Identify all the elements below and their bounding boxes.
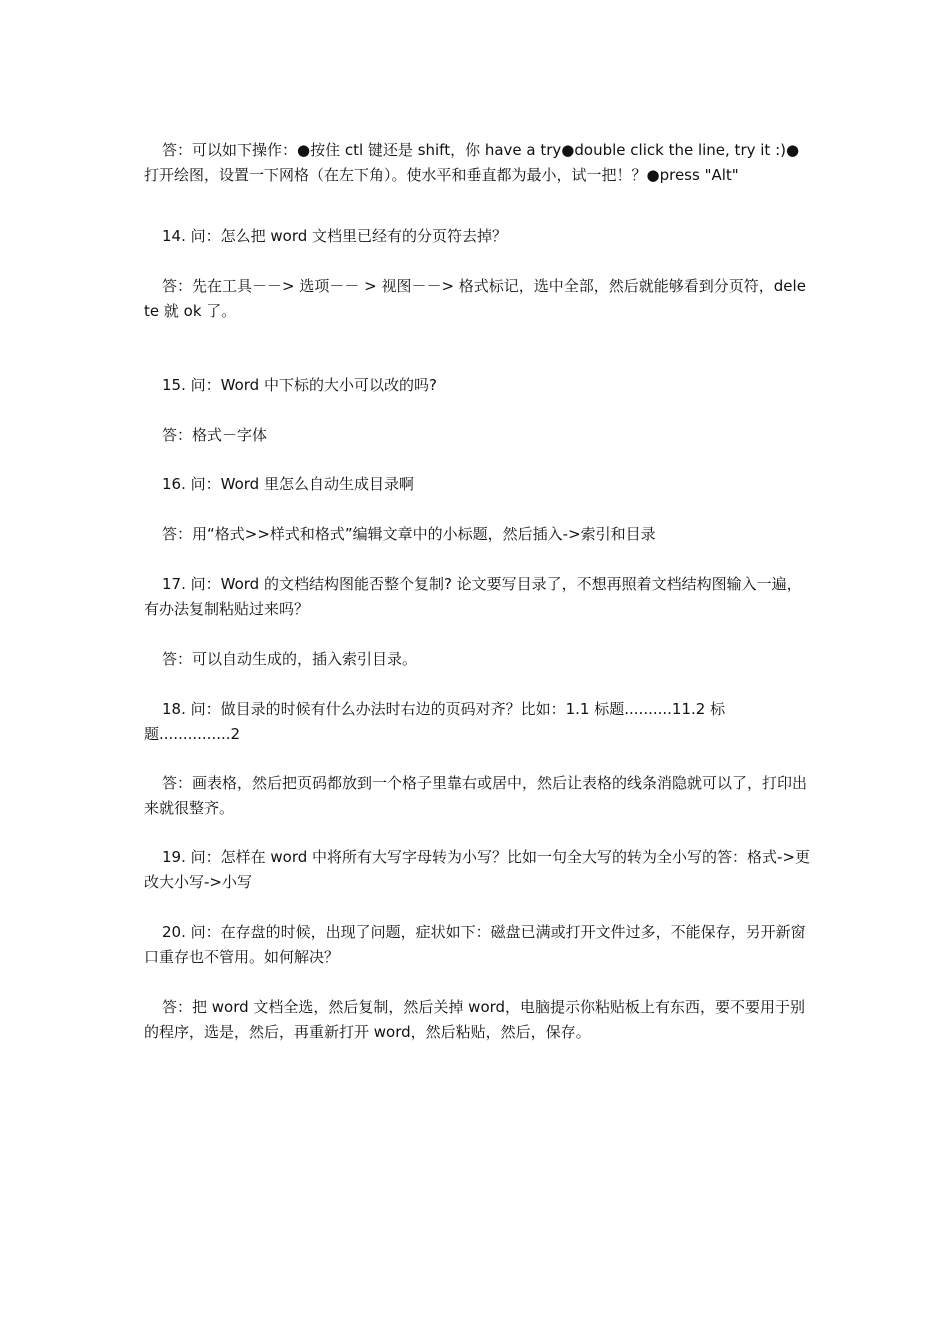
question-16: 16. 问：Word 里怎么自动生成目录啊 bbox=[162, 475, 414, 493]
answer-20: 答：把 word 文档全选，然后复制，然后关掉 word，电脑提示你粘贴板上有东西，要不要用于别的程序，选是，然后，再重新打开 word，然后粘贴，然后，保存。 bbox=[144, 998, 806, 1041]
answer-16: 答：用“格式>>样式和格式”编辑文章中的小标题，然后插入->索引和目录 bbox=[162, 525, 656, 543]
answer-15: 答：格式－字体 bbox=[162, 426, 268, 444]
answer-18: 答：画表格，然后把页码都放到一个格子里靠右或居中，然后让表格的线条消隐就可以了，打印出来就很整齐。 bbox=[144, 774, 808, 817]
question-15: 15. 问：Word 中下标的大小可以改的吗? bbox=[162, 376, 437, 394]
answer-13: 答：可以如下操作：●按住 ctl 键还是 shift，你 have a try●double click the line, try it :)●打开绘图，设置一下网格（在左下角）。使水平和垂直都为最小，试一把！？●press "Alt" bbox=[144, 141, 800, 184]
question-18: 18. 问：做目录的时候有什么办法时右边的页码对齐？比如：1.1 标题..........11.2 标题...............2 bbox=[144, 700, 726, 743]
question-19: 19. 问：怎样在 word 中将所有大写字母转为小写？比如一句全大写的转为全小写的答：格式->更改大小写->小写 bbox=[144, 848, 811, 891]
question-17: 17. 问：Word 的文档结构图能否整个复制? 论文要写目录了，不想再照着文档结构图输入一遍，有办法复制粘贴过来吗？ bbox=[144, 575, 802, 618]
answer-17: 答：可以自动生成的，插入索引目录。 bbox=[162, 650, 418, 668]
question-14: 14. 问：怎么把 word 文档里已经有的分页符去掉？ bbox=[162, 227, 508, 245]
question-20: 20. 问：在存盘的时候，出现了问题，症状如下：磁盘已满或打开文件过多，不能保存，另开新窗口重存也不管用。如何解决？ bbox=[144, 923, 806, 966]
answer-14: 答：先在工具－－> 选项－－ > 视图－－> 格式标记，选中全部，然后就能够看到分页符，delete 就 ok 了。 bbox=[144, 277, 806, 320]
